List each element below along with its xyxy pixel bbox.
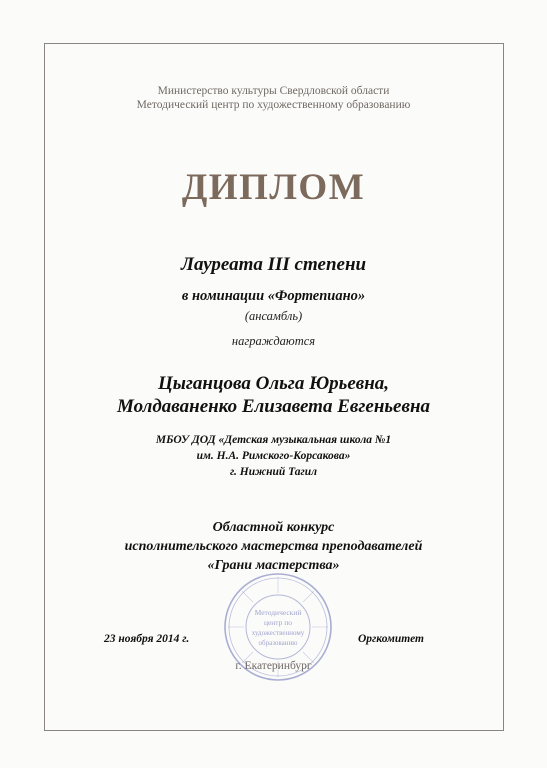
ministry-line-1: Министерство культуры Свердловской области — [157, 85, 390, 97]
diploma-title: ДИПЛОМ — [181, 167, 366, 208]
contest-line-1: Областной конкурс — [212, 520, 335, 535]
school-info — [0, 432, 547, 480]
contest-name: «Грани мастерства» — [207, 558, 340, 573]
school-line-1: МБОУ ДОД «Детская музыкальная школа №1 — [155, 434, 392, 446]
signatory-label: Оргкомитет — [358, 633, 424, 645]
stamp-text-2: центр по — [263, 618, 293, 627]
contest-line-2: исполнительского мастерства преподавателей — [124, 539, 423, 554]
stamp-text-3: художественному — [251, 629, 305, 637]
school-city: г. Нижний Тагил — [229, 466, 318, 478]
stamp-text-1: Методический — [254, 608, 302, 617]
issue-city: г. Екатеринбург — [235, 660, 312, 672]
awarded-label: награждаются — [231, 334, 316, 348]
laureate-degree: Лауреата III степени — [180, 254, 367, 275]
nomination: в номинации «Фортепиано» — [181, 288, 366, 304]
award-date: 23 ноября 2014 г. — [104, 633, 190, 645]
recipient-name-1: Цыганцова Ольга Юрьевна, — [157, 373, 390, 394]
stamp-text-4: образованию — [258, 639, 298, 647]
school-line-2: им. Н.А. Римского-Корсакова» — [196, 450, 351, 462]
contest-info — [0, 518, 547, 575]
recipient-name-2: Молдаваненко Елизавета Евгеньевна — [116, 396, 431, 417]
nomination-category: (ансамбль) — [244, 309, 303, 323]
ministry-line-2: Методический центр по художественному образованию — [136, 99, 411, 111]
ministry-header — [0, 84, 547, 112]
recipient-names — [0, 372, 547, 418]
